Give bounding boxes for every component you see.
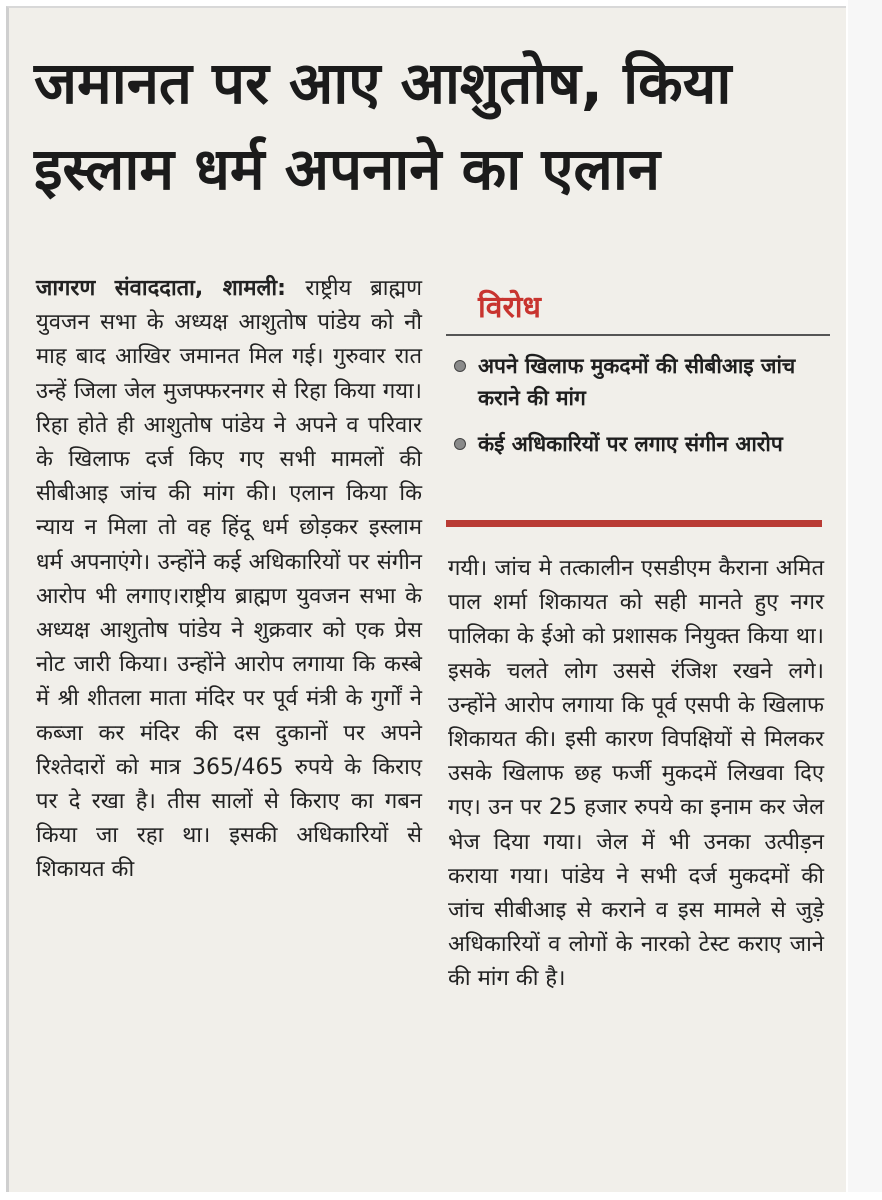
dateline: जागरण संवाददाता, शामली: bbox=[36, 276, 306, 301]
right-margin bbox=[848, 0, 882, 1200]
bottom-margin bbox=[0, 1192, 882, 1200]
highlight-box-list bbox=[450, 350, 830, 474]
highlight-point-text: अपने खिलाफ मुकदमों की सीबीआइ जांच कराने की मांग bbox=[478, 354, 796, 410]
bullet-icon bbox=[454, 360, 466, 372]
article-body-left: राष्ट्रीय ब्राह्मण युवजन सभा के अध्यक्ष आशुतोष पांडेय को नौ माह बाद आखिर जमानत मिल गई। गुरुवार रात उन्हें जिला जेल मुजफ्फरनगर से रिहा किया गया। रिहा होते ही आशुतोष पांडेय ने अपने व परिवार के खिलाफ दर्ज किए गए सभी मामलों की सीबीआइ जांच की मांग की। एलान किया कि न्याय न मिला तो वह हिंदू धर्म छोड़कर इस्लाम धर्म अपनाएंगे। उन्होंने कई अधिकारियों पर संगीन आरोप भी लगाए।राष्ट्रीय ब्राह्मण युवजन सभा के अध्यक्ष आशुतोष पांडेय ने शुक्रवार को एक प्रेस नोट जारी किया। उन्होंने आरोप लगाया कि कस्बे में श्री शीतला माता मंदिर पर पूर्व मंत्री के गुर्गों ने कब्जा कर मंदिर की दस दुकानों पर अपने रिश्तेदारों को मात्र 365/465 रुपये के किराए पर दे रखा है। तीस सालों से किराए का गबन किया जा रहा था। इसकी अधिकारियों से शिकायत की bbox=[36, 276, 422, 883]
highlight-point bbox=[450, 428, 830, 460]
headline-line-2: इस्लाम धर्म अपनाने का एलान bbox=[34, 135, 661, 203]
headline bbox=[34, 40, 824, 212]
highlight-box-title: विरोध bbox=[478, 290, 541, 325]
highlight-box-red-rule bbox=[446, 520, 822, 527]
headline-line-1: जमानत पर आए आशुतोष, किया bbox=[34, 49, 732, 117]
highlight-point bbox=[450, 350, 830, 414]
highlight-point-text: कंई अधिकारियों पर लगाए संगीन आरोप bbox=[478, 432, 783, 456]
highlight-box-divider bbox=[446, 334, 830, 336]
article-column-left bbox=[36, 272, 422, 888]
article-column-right bbox=[448, 552, 824, 997]
article-body-right: गयी। जांच मे तत्कालीन एसडीएम कैराना अमित पाल शर्मा शिकायत को सही मानते हुए नगर पालिका के ईओ को प्रशासक नियुक्त किया था। इसके चलते लोग उससे रंजिश रखने लगे। उन्होंने आरोप लगाया कि पूर्व एसपी के खिलाफ शिकायत की। इसी कारण विपक्षियों से मिलकर उसके खिलाफ छह फर्जी मुकदमें लिखवा दिए गए। उन पर 25 हजार रुपये का इनाम कर जेल भेज दिया गया। जेल में भी उनका उत्पीड़न कराया गया। पांडेय ने सभी दर्ज मुकदमों की जांच सीबीआइ से कराने व इस मामले से जुड़े अधिकारियों व लोगों के नारको टेस्ट कराए जाने की मांग की है। bbox=[448, 556, 824, 992]
bullet-icon bbox=[454, 438, 466, 450]
